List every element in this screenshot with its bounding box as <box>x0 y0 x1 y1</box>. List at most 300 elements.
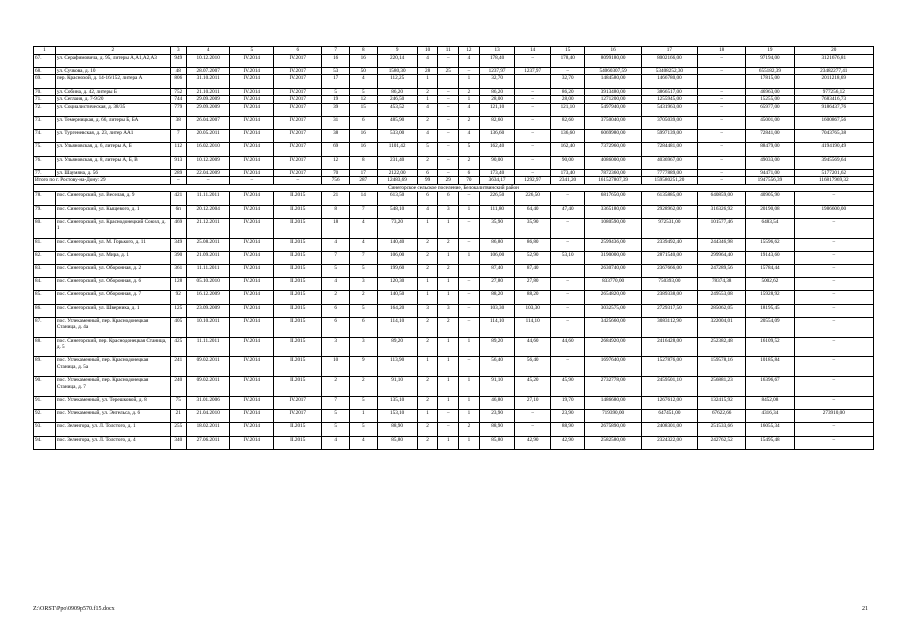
table-cell: 4 <box>417 54 438 67</box>
table-cell: 87,40 <box>515 265 551 278</box>
table-cell: 86,80 <box>515 238 551 251</box>
table-cell: 140,50 <box>377 291 417 304</box>
table-cell: 10 <box>322 357 350 377</box>
table-cell: 53 <box>322 67 350 75</box>
table-cell: IV.2014 <box>230 377 274 397</box>
table-cell: 52,90 <box>515 251 551 264</box>
table-cell: 7284481,00 <box>641 143 697 156</box>
table-cell: – <box>794 265 873 278</box>
table-cell: 114,10 <box>479 317 515 337</box>
table-row <box>34 54 874 67</box>
table-cell: 53,10 <box>550 251 584 264</box>
address-cell: ул. Социалистическая, д. 38/35 <box>55 103 170 116</box>
table-cell: – <box>459 357 480 377</box>
table-cell: IV.2014 <box>230 54 274 67</box>
table-row <box>34 396 874 409</box>
table-cell: 1 <box>459 96 480 104</box>
table-cell: 1 <box>438 218 459 238</box>
table-cell: IV.2014 <box>230 218 274 238</box>
table-cell: – <box>459 192 480 205</box>
table-row <box>34 423 874 436</box>
table-cell: 35,90 <box>515 218 551 238</box>
table-cell: 226,50 <box>515 192 551 205</box>
table-cell: 4 <box>459 130 480 143</box>
table-cell: II.2015 <box>274 423 322 436</box>
table-cell <box>438 75 459 88</box>
column-number-cell: 9 <box>377 47 417 55</box>
table-cell: II.2015 <box>274 337 322 357</box>
table-cell: IV.2017 <box>274 96 322 104</box>
column-number-header-row <box>34 47 874 55</box>
table-cell: 88,20 <box>515 291 551 304</box>
table-cell: 3945569,64 <box>794 156 873 169</box>
total-row <box>34 177 874 185</box>
table-cell: 3750040,00 <box>585 116 641 129</box>
table-cell: 640859,00 <box>698 192 746 205</box>
address-cell: пос. Углекаменный, ул. Энгельса, д. 6 <box>55 410 170 423</box>
table-cell: 1527876,00 <box>641 357 697 377</box>
table-row <box>34 304 874 317</box>
table-cell: IV.2017 <box>274 156 322 169</box>
table-cell: IV.2014 <box>230 410 274 423</box>
table-cell: 6 <box>349 116 377 129</box>
table-cell: 11.11.2011 <box>186 337 230 357</box>
address-cell: ул. Ульяновская, д. 6, литеры А, Б <box>55 143 170 156</box>
table-cell: 2 <box>417 377 438 397</box>
table-cell: 16396,67 <box>746 377 794 397</box>
table-cell: 1 <box>417 218 438 238</box>
row-number-cell: 84. <box>34 278 56 291</box>
table-cell: 121,10 <box>479 103 515 116</box>
table-cell: 114,10 <box>377 317 417 337</box>
table-cell: – <box>794 278 873 291</box>
table-cell: 22.04.2009 <box>186 169 230 177</box>
table-cell: 1 <box>459 75 480 88</box>
table-cell: II.2015 <box>274 317 322 337</box>
table-cell: 7872360,00 <box>585 169 641 177</box>
table-cell: – <box>698 116 746 129</box>
table-cell: IV.2017 <box>274 143 322 156</box>
table-cell: 140,40 <box>377 238 417 251</box>
table-cell: 251533,66 <box>698 423 746 436</box>
table-cell: 90,00 <box>550 156 584 169</box>
row-number-cell: 82. <box>34 251 56 264</box>
table-cell: 1080590,00 <box>585 218 641 238</box>
table-cell: – <box>438 88 459 96</box>
table-cell: 20.05.2011 <box>186 130 230 143</box>
table-cell: 1 <box>417 96 438 104</box>
table-cell: 1 <box>417 357 438 377</box>
table-cell: 42,90 <box>550 436 584 449</box>
table-cell: 14 <box>349 192 377 205</box>
table-cell: 1 <box>438 436 459 449</box>
table-cell: – <box>794 357 873 377</box>
table-cell: 3634,17 <box>479 177 515 185</box>
table-cell: 6 <box>459 169 480 177</box>
table-cell: 226,50 <box>479 192 515 205</box>
table-cell: 256881,23 <box>698 377 746 397</box>
table-cell: 2122,00 <box>377 169 417 177</box>
table-cell: – <box>794 396 873 409</box>
row-number-cell: 88. <box>34 337 56 357</box>
table-cell: 09.02.2011 <box>186 377 230 397</box>
table-cell: – <box>698 169 746 177</box>
table-cell: 28,00 <box>550 96 584 104</box>
table-cell: 46963,00 <box>746 88 794 96</box>
table-cell: II.2015 <box>274 238 322 251</box>
table-cell: 6 <box>349 317 377 337</box>
address-cell: пос. Синегорский, ул. Краснодонецкий Союзл, д. 1 <box>55 218 170 238</box>
table-cell: 16.02.2010 <box>186 143 230 156</box>
table-cell: 2871540,00 <box>641 251 697 264</box>
table-row <box>34 192 874 205</box>
table-cell: 10185,84 <box>746 357 794 377</box>
table-cell: 35,90 <box>479 218 515 238</box>
table-cell: 613,50 <box>377 192 417 205</box>
table-cell: 39 <box>322 103 350 116</box>
row-number-cell: 81. <box>34 238 56 251</box>
table-cell: 349 <box>170 238 186 251</box>
table-cell: 5 <box>349 396 377 409</box>
table-cell: 162,40 <box>479 143 515 156</box>
table-cell: 45,20 <box>515 377 551 397</box>
table-cell: 6483,54 <box>746 218 794 238</box>
table-cell: 10.10.2011 <box>186 317 230 337</box>
table-cell: 25 <box>438 67 459 75</box>
table-cell: IV.2014 <box>230 205 274 218</box>
table-cell: 6 <box>438 192 459 205</box>
table-cell: 2654820,00 <box>585 291 641 304</box>
table-cell: IV.2014 <box>230 396 274 409</box>
table-cell: 103,30 <box>515 304 551 317</box>
table-cell: – <box>515 103 551 116</box>
table-cell: 246,50 <box>377 96 417 104</box>
table-cell: 56,40 <box>479 357 515 377</box>
table-cell: 15 <box>349 103 377 116</box>
table-cell: 3913480,00 <box>585 88 641 96</box>
table-cell: 106,00 <box>479 251 515 264</box>
address-cell: ул. Сеглаия, д. 7-9/20 <box>55 96 170 104</box>
table-cell: 32,70 <box>550 75 584 88</box>
address-cell: пос. Синегорский, ул. Оборонная, д. 6 <box>55 278 170 291</box>
table-cell: 1 <box>438 357 459 377</box>
table-cell: 3705039,00 <box>641 116 697 129</box>
table-cell: IV.2017 <box>274 130 322 143</box>
table-cell: 2367666,00 <box>641 265 697 278</box>
address-cell: ул. Собина, д. 42, литеры Б <box>55 88 170 96</box>
table-cell: 299964,40 <box>698 251 746 264</box>
table-cell: 1237,97 <box>515 67 551 75</box>
table-cell: 29 <box>438 177 459 185</box>
table-cell: 247289,56 <box>698 265 746 278</box>
row-number-cell: 68. <box>34 67 56 75</box>
footer-page-number: 21 <box>862 606 868 612</box>
table-cell: – <box>794 317 873 337</box>
table-cell: IV.2017 <box>274 75 322 88</box>
table-cell: 135,10 <box>377 396 417 409</box>
table-cell: – <box>698 103 746 116</box>
table-cell: 112,25 <box>377 75 417 88</box>
table-cell: – <box>459 304 480 317</box>
table-cell: 1 <box>459 377 480 397</box>
address-cell: пос. Углекаменный, пер. Краснодонецкая Станица, д. 7 <box>55 377 170 397</box>
table-cell: 7 <box>349 205 377 218</box>
table-cell: 2 <box>322 291 350 304</box>
table-cell: – <box>550 291 584 304</box>
table-cell: – <box>459 238 480 251</box>
table-row <box>34 317 874 337</box>
table-cell: 5 <box>322 410 350 423</box>
table-cell: – <box>274 177 322 185</box>
table-cell: 86,20 <box>550 88 584 96</box>
table-cell: 15495,48 <box>746 436 794 449</box>
table-cell: 16.12.2009 <box>186 291 230 304</box>
table-cell: 5 <box>349 304 377 317</box>
table-cell: 2 <box>459 423 480 436</box>
table-cell: 1292,97 <box>515 177 551 185</box>
table-cell: – <box>698 143 746 156</box>
table-cell: IV.2017 <box>274 103 322 116</box>
table-cell: 744 <box>170 96 186 104</box>
table-row <box>34 251 874 264</box>
table-cell: 20.12.2004 <box>186 205 230 218</box>
column-number-cell: 4 <box>186 47 230 55</box>
table-cell: 4 <box>322 238 350 251</box>
table-cell: 4194190,49 <box>794 143 873 156</box>
table-cell: 2 <box>459 116 480 129</box>
table-cell: 44,60 <box>550 337 584 357</box>
table-cell: IV.2014 <box>230 88 274 96</box>
table-cell: 1486680,00 <box>585 396 641 409</box>
table-cell: II.2015 <box>274 205 322 218</box>
footer-file-path: Z:\ORST\Ppo\0909p570.f15.docx <box>33 606 115 612</box>
table-cell: 4 <box>322 278 350 291</box>
table-cell: IV.2017 <box>274 396 322 409</box>
table-cell: II.2015 <box>274 278 322 291</box>
table-cell: 249553,08 <box>698 291 746 304</box>
row-number-cell: 78. <box>34 192 56 205</box>
table-cell: – <box>438 423 459 436</box>
table-cell: 949 <box>170 54 186 67</box>
housing-program-table <box>33 46 874 450</box>
document-table-container <box>33 46 874 450</box>
table-cell: 8002166,00 <box>641 54 697 67</box>
table-cell: 806 <box>170 75 186 88</box>
table-row <box>34 377 874 397</box>
table-cell: 9 <box>349 357 377 377</box>
table-cell: – <box>698 54 746 67</box>
table-cell: 421 <box>170 192 186 205</box>
table-cell: 106,00 <box>377 251 417 264</box>
table-cell: 4 <box>417 205 438 218</box>
table-cell: IV.2014 <box>230 67 274 75</box>
table-cell: – <box>794 423 873 436</box>
table-cell: 6 <box>322 317 350 337</box>
address-cell: пос. Углекаменный, пер. Краснодонецкая Станица, д. 5а <box>55 357 170 377</box>
table-cell: 21.04.2010 <box>186 410 230 423</box>
table-cell: – <box>438 156 459 169</box>
table-cell: 913 <box>170 156 186 169</box>
table-cell: 15255,00 <box>746 96 794 104</box>
table-cell: 756 <box>322 177 350 185</box>
table-cell: – <box>515 410 551 423</box>
row-number-cell: 70. <box>34 88 56 96</box>
table-row <box>34 337 874 357</box>
table-cell: – <box>438 169 459 177</box>
table-cell: IV.2014 <box>230 96 274 104</box>
table-cell: – <box>515 156 551 169</box>
table-cell: 54060307,59 <box>585 67 641 75</box>
table-cell: 21.10.2011 <box>186 88 230 96</box>
table-cell: 6 <box>417 169 438 177</box>
table-cell: 6 <box>322 304 350 317</box>
table-cell: – <box>438 103 459 116</box>
table-cell: 31 <box>322 116 350 129</box>
table-cell: 5 <box>459 143 480 156</box>
row-number-cell: 94. <box>34 436 56 449</box>
row-number-cell: 83. <box>34 265 56 278</box>
table-cell: 1255945,00 <box>641 96 697 104</box>
table-cell: 2675890,00 <box>585 423 641 436</box>
row-number-cell: 85. <box>34 291 56 304</box>
column-number-cell: 20 <box>794 47 873 55</box>
table-cell: 647451,00 <box>641 410 697 423</box>
table-cell: 1237,97 <box>479 67 515 75</box>
table-cell: 1 <box>417 75 438 88</box>
table-cell: 49033,00 <box>746 156 794 169</box>
table-cell: II.2015 <box>274 218 322 238</box>
row-number-cell: 89. <box>34 357 56 377</box>
row-number-cell: 76. <box>34 156 56 169</box>
column-number-cell: 6 <box>274 47 322 55</box>
table-cell: 548,10 <box>377 205 417 218</box>
table-cell: 1 <box>459 436 480 449</box>
table-cell: 112 <box>170 143 186 156</box>
table-cell: 103,30 <box>479 304 515 317</box>
table-cell: 3866517,00 <box>641 88 697 96</box>
table-cell: 40905,90 <box>746 192 794 205</box>
table-cell: 5 <box>322 423 350 436</box>
table-cell: 779 <box>170 103 186 116</box>
table-cell: 5 <box>322 265 350 278</box>
row-number-cell: 72. <box>34 103 56 116</box>
table-cell: 12483,69 <box>377 177 417 185</box>
table-cell: 19143,60 <box>746 251 794 264</box>
table-cell <box>515 75 551 88</box>
table-cell: 750393,00 <box>641 278 697 291</box>
table-cell: II.2015 <box>274 291 322 304</box>
table-cell: 4036967,00 <box>641 156 697 169</box>
table-cell: 2 <box>322 377 350 397</box>
column-number-cell: 18 <box>698 47 746 55</box>
table-cell: 20190,08 <box>746 205 794 218</box>
column-number-cell: 19 <box>746 47 794 55</box>
column-number-cell: 13 <box>479 47 515 55</box>
table-cell: II.2015 <box>274 357 322 377</box>
table-cell: 2 <box>417 238 438 251</box>
table-cell: 16055,34 <box>746 423 794 436</box>
table-cell: II.2015 <box>274 192 322 205</box>
table-cell: 92 <box>170 291 186 304</box>
table-cell: – <box>515 169 551 177</box>
table-cell: – <box>515 130 551 143</box>
table-cell: IV.2014 <box>230 156 274 169</box>
table-cell: 4316,34 <box>746 410 794 423</box>
table-row <box>34 238 874 251</box>
table-cell: – <box>550 67 584 75</box>
table-cell: 1 <box>417 410 438 423</box>
table-cell: – <box>170 177 186 185</box>
table-cell: 1 <box>438 278 459 291</box>
table-cell: IV.2014 <box>230 265 274 278</box>
table-cell: – <box>438 96 459 104</box>
table-cell: 4 <box>459 103 480 116</box>
table-cell: 32,70 <box>479 75 515 88</box>
table-cell: 1 <box>459 205 480 218</box>
column-number-cell: 1 <box>34 47 56 55</box>
table-cell: 70 <box>459 177 480 185</box>
address-cell: пос. Синегорский, ул. М. Горького, д. 11 <box>55 238 170 251</box>
table-cell: 88,90 <box>377 423 417 436</box>
table-cell: 2011218,69 <box>794 75 873 88</box>
table-cell: II.2015 <box>274 251 322 264</box>
table-cell: 27,80 <box>479 278 515 291</box>
address-cell: ул. Ульяновская, д. 8, литеры А, Б, В <box>55 156 170 169</box>
address-cell: пос. Синегорский, пер. Краснодонецкая Станица, д. 5 <box>55 337 170 357</box>
table-cell: 15928,92 <box>746 291 794 304</box>
table-cell: 90,00 <box>479 156 515 169</box>
row-number-cell: 75. <box>34 143 56 156</box>
table-cell <box>550 265 584 278</box>
address-cell: пос. Синегорский, ул. Оборонная, д. 2 <box>55 265 170 278</box>
table-cell: IV.2014 <box>230 337 274 357</box>
table-cell: 23482277,41 <box>794 67 873 75</box>
table-cell: 29.09.2009 <box>186 103 230 116</box>
table-row <box>34 88 874 96</box>
table-cell: 64,40 <box>515 205 551 218</box>
table-cell: – <box>550 218 584 238</box>
table-cell: 244346,98 <box>698 238 746 251</box>
table-cell: 173,40 <box>550 169 584 177</box>
table-cell: IV.2014 <box>230 423 274 436</box>
table-cell: 2324322,00 <box>641 436 697 449</box>
table-cell: 17815,00 <box>746 75 794 88</box>
table-cell: – <box>794 291 873 304</box>
column-number-cell: 12 <box>459 47 480 55</box>
column-number-cell: 15 <box>550 47 584 55</box>
table-cell: – <box>438 410 459 423</box>
table-cell: IV.2014 <box>230 291 274 304</box>
table-cell: IV.2014 <box>230 116 274 129</box>
table-cell: 8 <box>322 205 350 218</box>
row-number-cell: 77. <box>34 169 56 177</box>
table-cell: 1267612,00 <box>641 396 697 409</box>
table-cell: 23,90 <box>550 410 584 423</box>
table-cell: 11.11.2011 <box>186 265 230 278</box>
table-cell: 178,40 <box>550 54 584 67</box>
column-number-cell: 3 <box>170 47 186 55</box>
table-cell: 3 <box>438 205 459 218</box>
table-row <box>34 75 874 88</box>
table-cell: 10.12.2009 <box>186 156 230 169</box>
table-cell: 2 <box>438 317 459 337</box>
table-cell: 23,90 <box>479 410 515 423</box>
table-cell: 25.08.2011 <box>186 238 230 251</box>
table-cell: 4 <box>349 436 377 449</box>
table-cell: 85,80 <box>479 436 515 449</box>
column-number-cell: 8 <box>349 47 377 55</box>
table-cell: 1947556,39 <box>746 177 794 185</box>
